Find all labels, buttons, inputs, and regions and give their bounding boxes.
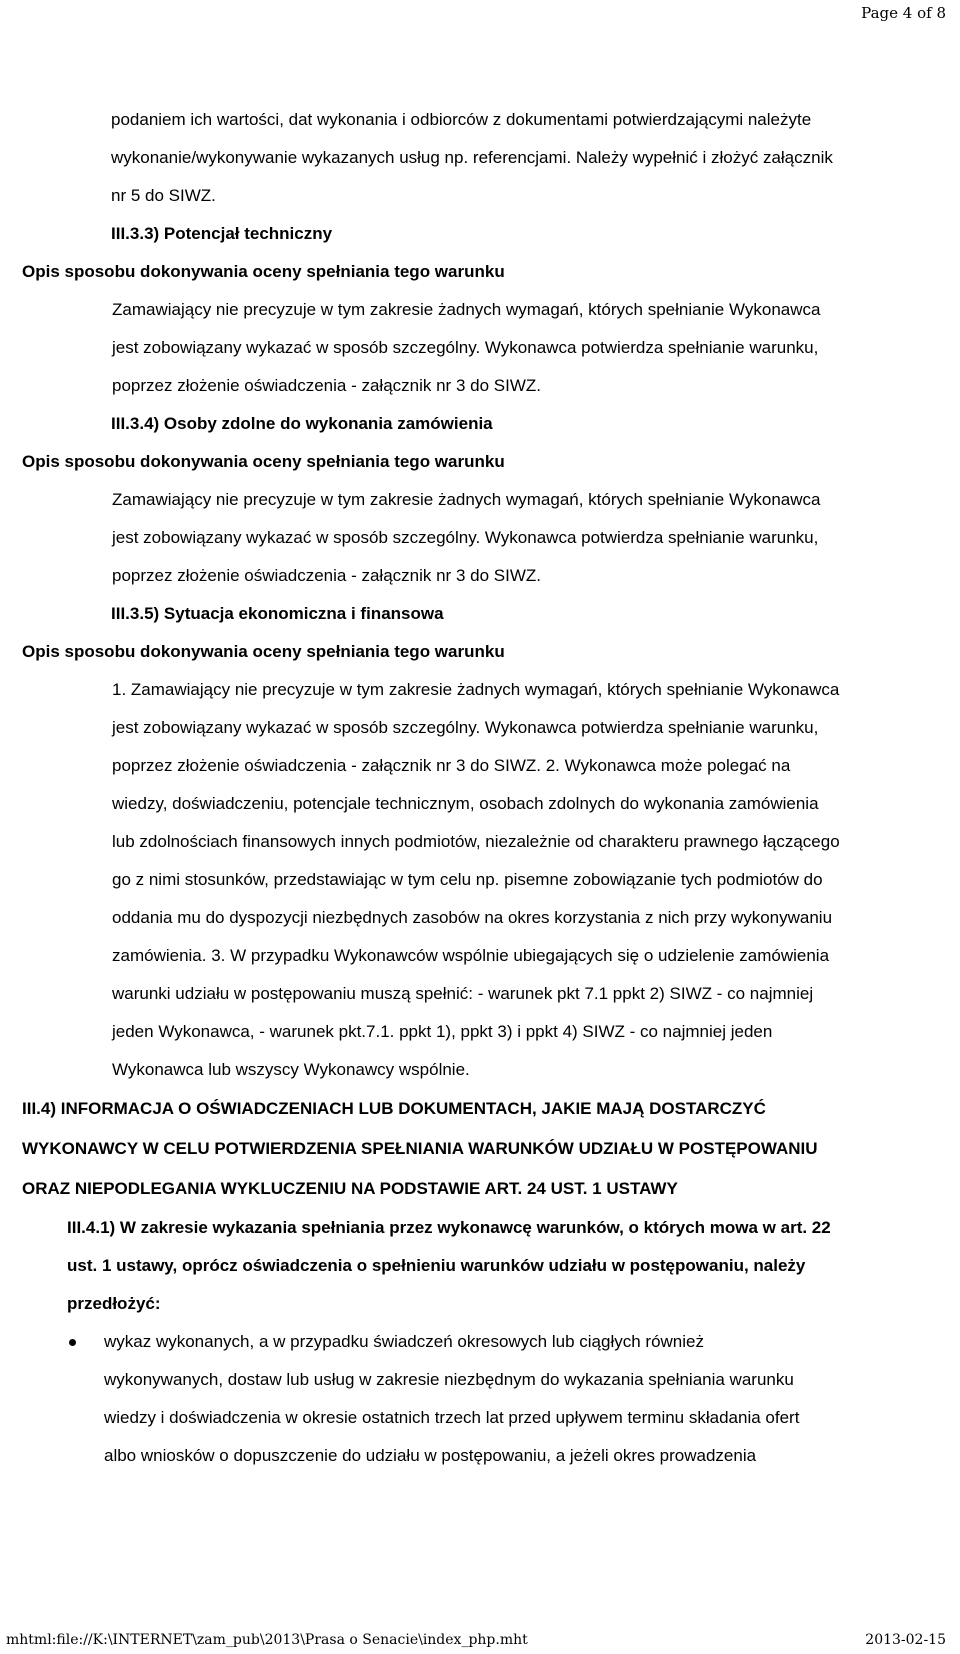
body-line: poprzez złożenie oświadczenia - załącznik nr 3 do SIWZ. <box>112 566 541 585</box>
body-line: jest zobowiązany wykazać w sposób szczególny. Wykonawca potwierdza spełnianie warunku, <box>112 338 819 357</box>
section-heading-3-4: WYKONAWCY W CELU POTWIERDZENIA SPEŁNIANIA WARUNKÓW UDZIAŁU W POSTĘPOWANIU <box>22 1139 818 1158</box>
body-line: jest zobowiązany wykazać w sposób szczególny. Wykonawca potwierdza spełnianie warunku, <box>112 528 819 547</box>
body-line: poprzez złożenie oświadczenia - załącznik nr 3 do SIWZ. <box>112 376 541 395</box>
section-heading-3-4: III.4) INFORMACJA O OŚWIADCZENIACH LUB DOKUMENTACH, JAKIE MAJĄ DOSTARCZYĆ <box>22 1099 766 1118</box>
section-title: 3) Potencjał techniczny <box>144 224 333 243</box>
body-line: zamówienia. 3. W przypadku Wykonawców wspólnie ubiegających się o udzielenie zamówienia <box>112 946 830 965</box>
body-line: jeden Wykonawca, - warunek pkt.7.1. ppkt 1), ppkt 3) i ppkt 4) SIWZ - co najmniej jeden <box>112 1022 773 1041</box>
criteria-label: Opis sposobu dokonywania oceny spełniania tego warunku <box>22 452 505 471</box>
criteria-label: Opis sposobu dokonywania oceny spełniania tego warunku <box>22 642 505 661</box>
intro-line: podaniem ich wartości, dat wykonania i odbiorców z dokumentami potwierdzającymi należyte <box>111 110 812 129</box>
body-line: Wykonawca lub wszyscy Wykonawcy wspólnie. <box>112 1060 470 1079</box>
section-prefix: III.3. <box>111 224 145 243</box>
bullet-line: wykaz wykonanych, a w przypadku świadczeń okresowych lub ciągłych również <box>104 1332 704 1351</box>
section-heading-3-4: ORAZ NIEPODLEGANIA WYKLUCZENIU NA PODSTAWIE ART. 24 UST. 1 USTAWY <box>22 1179 678 1198</box>
bullet-line: albo wniosków o dopuszczenie do udziału w postępowaniu, a jeżeli okres prowadzenia <box>104 1446 757 1465</box>
section-heading-3-4-1: przedłożyć: <box>67 1294 161 1313</box>
body-line: oddania mu do dyspozycji niezbędnych zasobów na okres korzystania z nich przy wykonywaniu <box>112 908 833 927</box>
body-line: wiedzy, doświadczeniu, potencjale technicznym, osobach zdolnych do wykonania zamówienia <box>112 794 819 813</box>
body-line: warunki udziału w postępowaniu muszą spełnić: - warunek pkt 7.1 ppkt 2) SIWZ - co najmniej <box>112 984 814 1003</box>
body-line: poprzez złożenie oświadczenia - załącznik nr 3 do SIWZ. 2. Wykonawca może polegać na <box>112 756 791 775</box>
list-item <box>22 1323 942 1361</box>
criteria-label: Opis sposobu dokonywania oceny spełniania tego warunku <box>22 262 505 281</box>
bullet-line: wykonywanych, dostaw lub usług w zakresie niezbędnym do wykazania spełniania warunku <box>104 1370 794 1389</box>
footer-file-path: mhtml:file://K:\INTERNET\zam_pub\2013\Prasa o Senacie\index_php.mht <box>6 1632 528 1648</box>
body-line: Zamawiający nie precyzuje w tym zakresie żadnych wymagań, których spełnianie Wykonawca <box>112 300 821 319</box>
list-item-continued <box>22 1361 942 1399</box>
list-item-continued <box>22 1437 942 1475</box>
document-body <box>22 101 942 1475</box>
intro-line: wykonanie/wykonywanie wykazanych usług np. referencjami. Należy wypełnić i złożyć załącznik <box>111 148 833 167</box>
intro-line: nr 5 do SIWZ. <box>111 186 216 205</box>
body-line: 1. Zamawiający nie precyzuje w tym zakresie żadnych wymagań, których spełnianie Wykonawca <box>112 680 840 699</box>
body-line: jest zobowiązany wykazać w sposób szczególny. Wykonawca potwierdza spełnianie warunku, <box>112 718 819 737</box>
section-heading-3-3-4: III.3.4) Osoby zdolne do wykonania zamówienia <box>111 414 493 433</box>
bullet-icon <box>69 1339 76 1346</box>
body-line: lub zdolnościach finansowych innych podmiotów, niezależnie od charakteru prawnego łączącego <box>112 832 840 851</box>
list-item-continued <box>22 1399 942 1437</box>
page-number: Page 4 of 8 <box>861 4 946 22</box>
section-heading-3-3-5: III.3.5) Sytuacja ekonomiczna i finansowa <box>111 604 444 623</box>
section-heading-3-4-1: III.4.1) W zakresie wykazania spełniania przez wykonawcę warunków, o których mowa w art. 22 <box>67 1218 831 1237</box>
body-line: Zamawiający nie precyzuje w tym zakresie żadnych wymagań, których spełnianie Wykonawca <box>112 490 821 509</box>
footer-date: 2013-02-15 <box>865 1632 946 1648</box>
section-heading-3-4-1: ust. 1 ustawy, oprócz oświadczenia o spełnieniu warunków udziału w postępowaniu, należy <box>67 1256 806 1275</box>
section-heading-3-3-3 <box>22 215 942 253</box>
bullet-line: wiedzy i doświadczenia w okresie ostatnich trzech lat przed upływem terminu składania ofert <box>104 1408 800 1427</box>
requirements-list <box>22 1323 942 1475</box>
body-line: go z nimi stosunków, przedstawiając w tym celu np. pisemne zobowiązanie tych podmiotów do <box>112 870 823 889</box>
